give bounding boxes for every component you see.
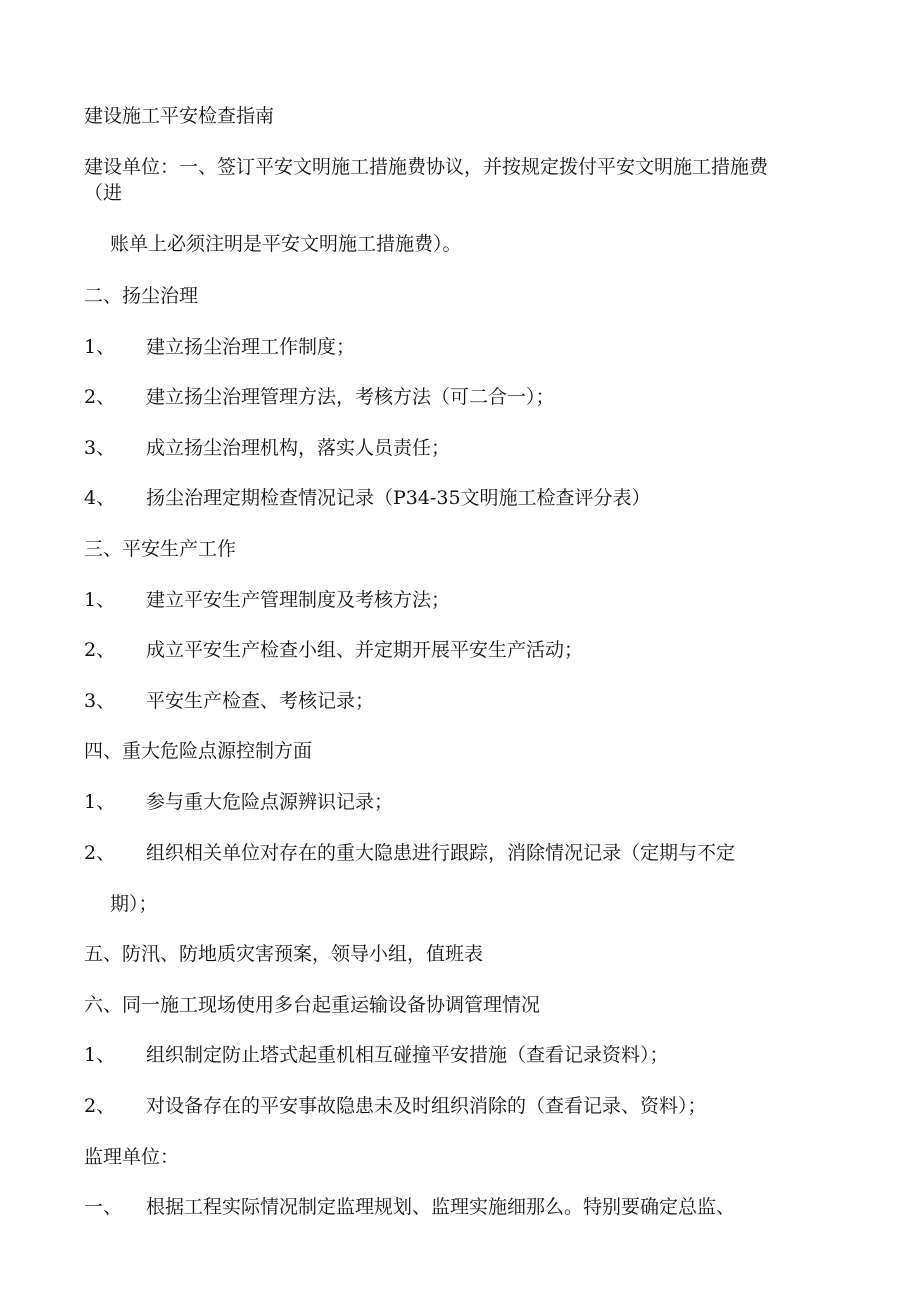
document-title: 建设施工平安检查指南 [84, 105, 275, 127]
item-text: 成立扬尘治理机构，落实人员责任； [146, 437, 451, 459]
item-number: 3、 [84, 437, 116, 459]
item-number: 1、 [84, 336, 116, 358]
section4-heading: 四、重大危险点源控制方面 [84, 740, 313, 762]
list-item [84, 588, 450, 612]
item-number: 2、 [84, 386, 116, 408]
item-text: 对设备存在的平安事故隐患未及时组织消除的（查看记录、资料）； [146, 1095, 707, 1117]
construction-unit-line1: 建设单位：一、签订平安文明施工措施费协议，并按规定拨付平安文明施工措施费 [84, 156, 769, 178]
list-item [84, 638, 583, 662]
item-text: 建立扬尘治理工作制度； [146, 336, 356, 358]
item-text: 平安生产检查、考核记录； [146, 690, 375, 712]
item-number: 1、 [84, 589, 116, 611]
construction-unit-line2: （进 [84, 182, 123, 204]
section3-heading: 三、平安生产工作 [84, 538, 237, 560]
item-text: 参与重大危险点源辨识记录； [146, 791, 394, 813]
item-number: 一、 [84, 1196, 123, 1218]
list-item [84, 841, 735, 865]
item-number: 1、 [84, 791, 116, 813]
list-item [84, 385, 555, 409]
item-number: 2、 [84, 639, 116, 661]
section5-heading: 五、防汛、防地质灾害预案，领导小组，值班表 [84, 943, 484, 965]
list-item [84, 335, 355, 359]
item-number: 2、 [84, 842, 116, 864]
construction-unit-line3: 账单上必须注明是平安文明施工措施费）。 [110, 233, 462, 255]
item-text: 组织制定防止塔式起重机相互碰撞平安措施（查看记录资料）； [146, 1044, 669, 1066]
list-item-continuation: 期）； [110, 893, 158, 915]
supervision-unit-label: 监理单位： [84, 1146, 180, 1168]
list-item [84, 436, 450, 460]
list-item [84, 790, 393, 814]
item-text: 成立平安生产检查小组、并定期开展平安生产活动； [146, 639, 584, 661]
item-text: 建立平安生产管理制度及考核方法； [146, 589, 451, 611]
item-text: 根据工程实际情况制定监理规划、监理实施细那么。特别要确定总监、 [146, 1196, 736, 1218]
list-item [84, 486, 651, 510]
section6-heading: 六、同一施工现场使用多台起重运输设备协调管理情况 [84, 994, 541, 1016]
list-item [84, 1043, 669, 1067]
item-text: 建立扬尘治理管理方法，考核方法（可二合一）； [146, 386, 555, 408]
item-number: 2、 [84, 1095, 116, 1117]
item-text: 组织相关单位对存在的重大隐患进行跟踪，消除情况记录（定期与不定 [146, 842, 736, 864]
item-number: 3、 [84, 690, 116, 712]
item-text: 扬尘治理定期检查情况记录（P34-35文明施工检查评分表） [146, 487, 651, 509]
list-item [84, 689, 374, 713]
list-item [84, 1094, 707, 1118]
list-item [84, 1195, 735, 1219]
item-number: 4、 [84, 487, 116, 509]
item-number: 1、 [84, 1044, 116, 1066]
section2-heading: 二、扬尘治理 [84, 285, 199, 307]
